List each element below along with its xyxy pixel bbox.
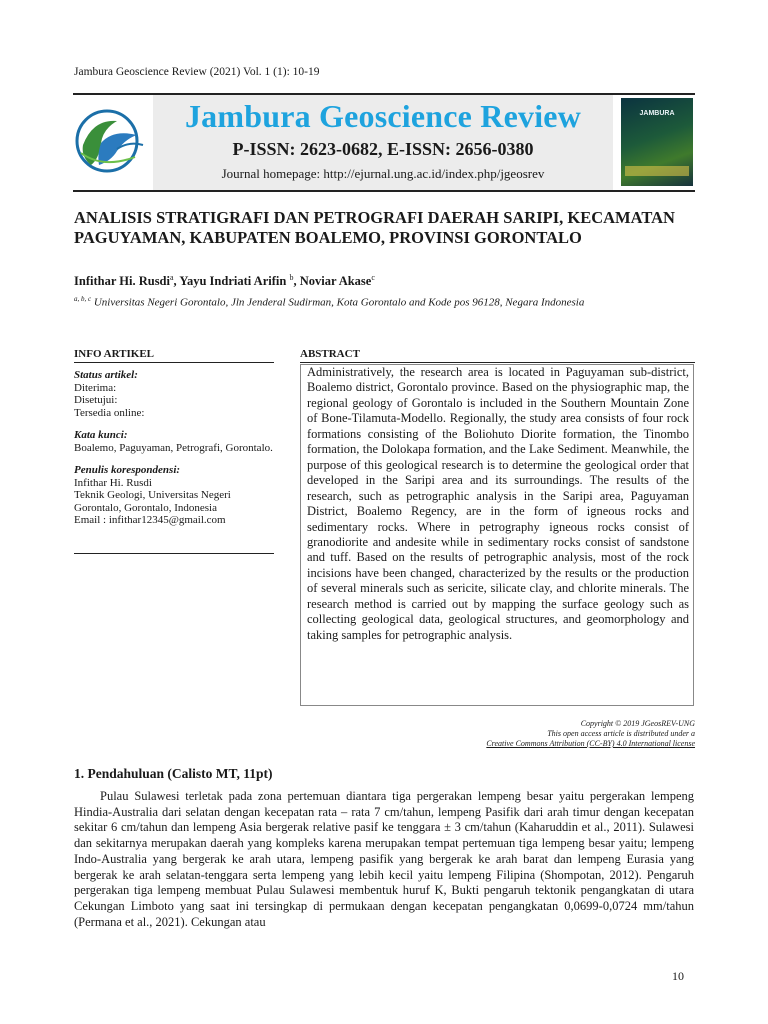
- info-artikel-heading: INFO ARTIKEL: [74, 348, 274, 363]
- section-heading: 1. Pendahuluan (Calisto MT, 11pt): [74, 766, 273, 781]
- status-label: Status artikel:: [74, 369, 138, 381]
- keywords-label: Kata kunci:: [74, 429, 128, 441]
- running-header: Jambura Geoscience Review (2021) Vol. 1 (1): 10-19: [74, 66, 320, 78]
- article-info: [74, 369, 274, 537]
- journal-title: Jambura Geoscience Review: [184, 98, 581, 134]
- keywords-group: [74, 429, 274, 454]
- author-name: Yayu Indriati Arifin: [179, 274, 287, 289]
- abstract-text: Administratively, the research area is located in Paguyaman sub-district, Boalemo district, Gorontalo province. Based on the physiographic map, the regional geology of Gorontalo is included in the Southern Mountain Zone of Bone-Tilamuta-Modello. Regionally, the study area consists of four rock formations consisting of the Boliohuto Diorite formation, the Tinombo formation, the Dolokapa formation, and the Lake Sediment. Meanwhile, the purpose of this geological research is to determine the geological order that developed in the Saripi area and its surroundings. The results of the research, such as petrographic analysis in the Saripi area, Paguyaman District, Boalemo Regency, are in the form of igneous rocks and sedimentary rocks. Where in petrography igneous rocks consist of granodiorite and andesite while in sedimentary rocks consist of sandstone and tuff. Based on the results of petrographic analysis, most of the rock incisions have been changed, characterized by the results or the production of several minerals such as sericite, silicate clay, and chlorite minerals. The research method is carried out by mapping the surface geology such as collecting geological data, geological structures, and geomorphology and taking samples for petrographic analysis.: [307, 365, 689, 642]
- author-name: Infithar Hi. Rusdi: [74, 274, 170, 289]
- paper-title: ANALISIS STRATIGRAFI DAN PETROGRAFI DAERAH SARIPI, KECAMATAN PAGUYAMAN, KABUPATEN BOALEMO, PROVINSI GORONTALO: [74, 208, 675, 247]
- copyright-notice: [400, 719, 695, 749]
- cover-band: [625, 166, 689, 176]
- journal-logo-icon: [73, 99, 153, 183]
- author-sup: c: [371, 273, 375, 282]
- affiliation: [74, 295, 584, 309]
- author-sup: b: [289, 273, 294, 282]
- affiliation-text: Universitas Negeri Gorontalo, Jln Jenderal Sudirman, Kota Gorontalo and Kode pos 96128, Negara Indonesia: [93, 296, 585, 309]
- license-link[interactable]: Creative Commons Attribution (CC-BY) 4.0 International license: [486, 739, 695, 748]
- author-sup: a: [169, 273, 174, 282]
- copyright-line: Copyright © 2019 JGeosREV-UNG: [580, 719, 695, 728]
- issn: P-ISSN: 2623-0682, E-ISSN: 2656-0380: [232, 139, 534, 159]
- body-paragraph: Pulau Sulawesi terletak pada zona pertemuan diantara tiga pergerakan lempeng besar yaitu pergerakan lempeng Hindia-Australia dari selatan dengan kecepatan rata – rata 7 cm/tahun, lempeng Pasifik dari arah timur dengan kecepatan sekitar 6 cm/tahun dan lempeng Asia bergerak relative pasif ke tenggara ± 3 cm/tahun (Kaharuddin et al., 2011). Sulawesi dan sekitarnya merupakan daerah yang kompleks karena merupakan tempat pertemuan tiga lempeng besar yaitu; lempeng Indo-Australia yang bergerak ke arah utara, lempeng pasifik yang bergerak ke arah barat dan lempeng Eurasia yang bergerak ke arah selatan-tenggara serta lempeng yang lebih kecil yaitu lempeng Filipina (Shompotan, 2012). Pengaruh pergerakan tiga lempeng membuat Pulau Sulawesi membentuk huruf K, Bukti pengaruh tektonik pengangkatan di utara Cekungan Limboto yang saat ini tersingkap di permukaan dengan kecepatan pengangkatan 0,0699-0,0724 mm/tahun (Permana et al., 2021). Cekungan atau: [74, 789, 694, 929]
- abstract-box: [300, 364, 694, 706]
- corresponding-label: Penulis korespondensi:: [74, 464, 181, 476]
- affiliation-sup: a, b, c: [74, 295, 92, 303]
- masthead-center: [153, 95, 613, 190]
- corresponding-group: [74, 464, 274, 527]
- author-list: Infithar Hi. Rusdi$^a$, Yayu Indriati Arifin $^b$, Noviar Akase$^c$: [74, 273, 375, 289]
- corresponding-name: Infithar Hi. Rusdi: [74, 476, 152, 489]
- author-name: Noviar Akase: [299, 274, 372, 289]
- journal-cover-image: [621, 98, 693, 186]
- keywords: Boalemo, Paguyaman, Petrografi, Gorontalo.: [74, 441, 273, 454]
- page-number: 10: [672, 969, 684, 983]
- revised-date: Disetujui:: [74, 394, 118, 406]
- received-date: Diterima:: [74, 381, 117, 394]
- abstract-heading: ABSTRACT: [300, 348, 695, 363]
- journal-masthead: [73, 93, 695, 192]
- license-line: This open access article is distributed under a: [547, 729, 695, 738]
- info-divider: [74, 553, 274, 554]
- journal-homepage-link[interactable]: Journal homepage: http://ejurnal.ung.ac.id/index.php/jgeosrev: [221, 166, 545, 181]
- corresponding-email[interactable]: Email : infithar12345@gmail.com: [74, 514, 226, 526]
- cover-title: JAMBURA: [639, 110, 675, 117]
- status-group: [74, 369, 274, 419]
- online-date: Tersedia online:: [74, 406, 145, 419]
- corresponding-affiliation: Teknik Geologi, Universitas Negeri Gorontalo, Gorontalo, Indonesia: [74, 489, 231, 514]
